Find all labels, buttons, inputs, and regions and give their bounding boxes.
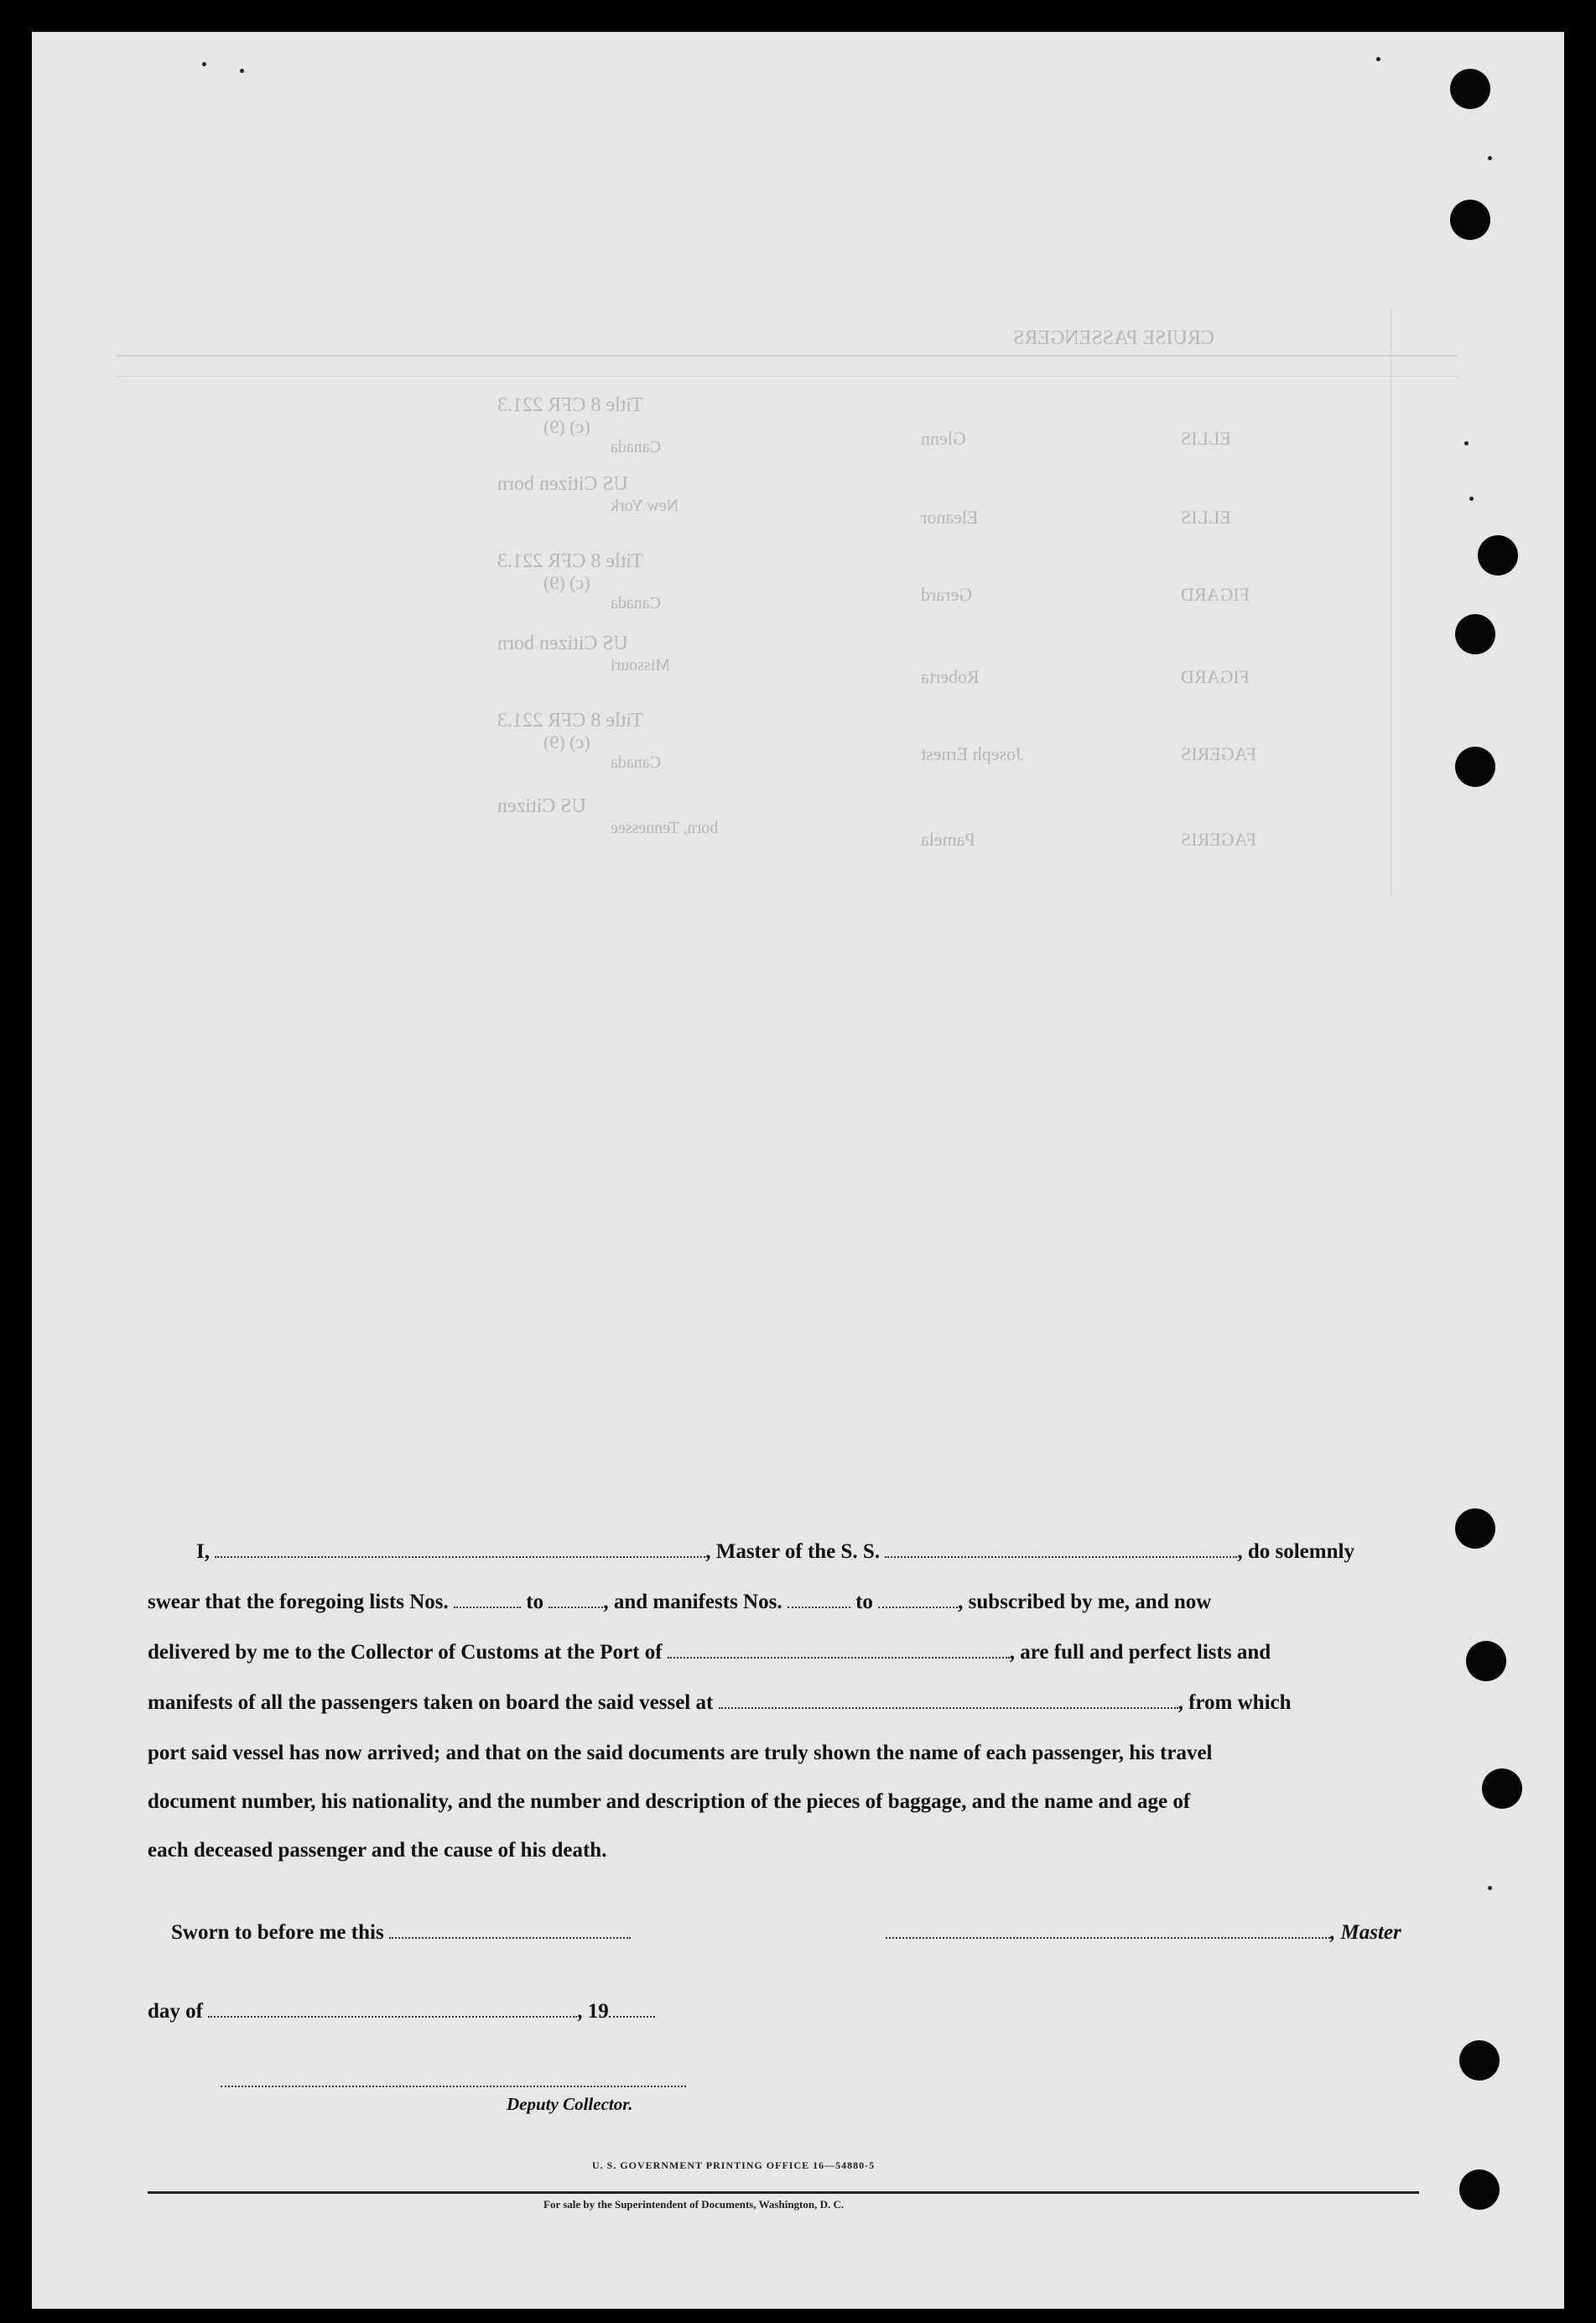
- printer-imprint: U. S. GOVERNMENT PRINTING OFFICE 16—54880-5: [592, 2159, 876, 2171]
- oath-line-7: each deceased passenger and the cause of his death.: [148, 1839, 607, 1862]
- deputy-signature-line[interactable]: [221, 2086, 686, 2087]
- blank-master-name[interactable]: [215, 1541, 705, 1558]
- blank-list-to[interactable]: [548, 1591, 603, 1608]
- punch-hole: [1466, 1641, 1506, 1681]
- bleed-status: US Citizen: [497, 795, 586, 817]
- footer-rule: [148, 2191, 1419, 2194]
- day-of-line: day of , 19: [148, 2000, 655, 2024]
- punch-hole: [1450, 69, 1490, 109]
- bleed-given: Joseph Ernest: [921, 743, 1023, 764]
- speck: [1469, 497, 1474, 501]
- bleed-surname: FAGERIS: [1181, 743, 1257, 764]
- master-signature-line: , Master: [886, 1921, 1401, 1945]
- bleed-place: Canada: [611, 438, 661, 456]
- oath-line-2: swear that the foregoing lists Nos. to , and manifests Nos. to , subscribed by me, and now: [148, 1591, 1212, 1613]
- oath-line-5: port said vessel has now arrived; and that on the said documents are truly shown the name of each passenger, his travel: [148, 1742, 1213, 1764]
- bleed-given: Pamela: [921, 829, 975, 850]
- punch-hole: [1482, 1768, 1522, 1809]
- bleed-rule: [116, 376, 1458, 377]
- bleed-given: Gerard: [921, 584, 973, 605]
- bleed-status: Title 8 CFR 221.3: [497, 710, 643, 732]
- oath-line-3: delivered by me to the Collector of Customs at the Port of , are full and perfect lists and: [148, 1641, 1271, 1664]
- manifest-back-page: [32, 32, 1564, 2309]
- punch-hole: [1450, 200, 1490, 240]
- blank-year[interactable]: [609, 2001, 655, 2018]
- bleed-status: Title 8 CFR 221.3: [497, 394, 643, 416]
- blank-month[interactable]: [208, 2001, 577, 2018]
- blank-list-from[interactable]: [454, 1591, 521, 1608]
- oath-line-4: manifests of all the passengers taken on board the said vessel at , from which: [148, 1691, 1292, 1714]
- speck: [202, 62, 206, 66]
- bleed-place: Missouri: [611, 656, 671, 675]
- sworn-line: Sworn to before me this: [171, 1921, 631, 1945]
- bleed-place: born, Tennessee: [611, 819, 719, 837]
- bleed-surname: FAGERIS: [1181, 829, 1257, 850]
- punch-hole: [1455, 1508, 1495, 1549]
- blank-vessel-name[interactable]: [885, 1541, 1237, 1558]
- bleed-surname: FIGARD: [1181, 666, 1250, 687]
- blank-port[interactable]: [668, 1642, 1010, 1659]
- speck: [1488, 1886, 1492, 1890]
- blank-manifest-from[interactable]: [788, 1591, 850, 1608]
- blank-sworn-day[interactable]: [389, 1922, 631, 1939]
- sale-notice: For sale by the Superintendent of Documents, Washington, D. C.: [543, 2198, 845, 2211]
- bleed-status2: (c) (9): [543, 572, 590, 593]
- bleed-status2: (c) (9): [543, 732, 590, 753]
- bleed-given: Eleanor: [921, 507, 979, 528]
- bleed-status: Title 8 CFR 221.3: [497, 550, 643, 572]
- bleed-surname: FIGARD: [1181, 584, 1250, 605]
- bleed-place: New York: [611, 497, 679, 515]
- blank-manifest-to[interactable]: [878, 1591, 958, 1608]
- speck: [1464, 441, 1469, 445]
- bleed-place: Canada: [611, 594, 661, 612]
- punch-hole: [1459, 2040, 1500, 2081]
- bleed-place: Canada: [611, 753, 661, 772]
- punch-hole: [1459, 2169, 1500, 2210]
- bleed-status: US Citizen born: [497, 473, 628, 495]
- blank-master-signature[interactable]: [886, 1922, 1330, 1939]
- oath-line-6: document number, his nationality, and the number and description of the pieces of baggage, and the name and age of: [148, 1790, 1191, 1813]
- blank-embark-port[interactable]: [719, 1692, 1178, 1709]
- bleed-given: Roberta: [921, 666, 980, 687]
- bleed-surname: ELLIS: [1181, 428, 1231, 449]
- bleed-header: CRUISE PASSENGERS: [1013, 327, 1214, 349]
- speck: [240, 69, 244, 73]
- speck: [1488, 156, 1492, 160]
- bleed-surname: ELLIS: [1181, 507, 1231, 528]
- speck: [1376, 57, 1380, 61]
- bleed-given: Glenn: [921, 428, 966, 449]
- deputy-collector-caption: Deputy Collector.: [507, 2094, 633, 2114]
- punch-hole: [1478, 535, 1518, 576]
- punch-hole: [1455, 747, 1495, 787]
- oath-line-1: I, , Master of the S. S. , do solemnly: [196, 1540, 1354, 1563]
- punch-hole: [1455, 614, 1495, 654]
- bleed-status2: (c) (9): [543, 416, 590, 437]
- bleed-rule: [116, 355, 1458, 357]
- bleed-status: US Citizen born: [497, 633, 628, 654]
